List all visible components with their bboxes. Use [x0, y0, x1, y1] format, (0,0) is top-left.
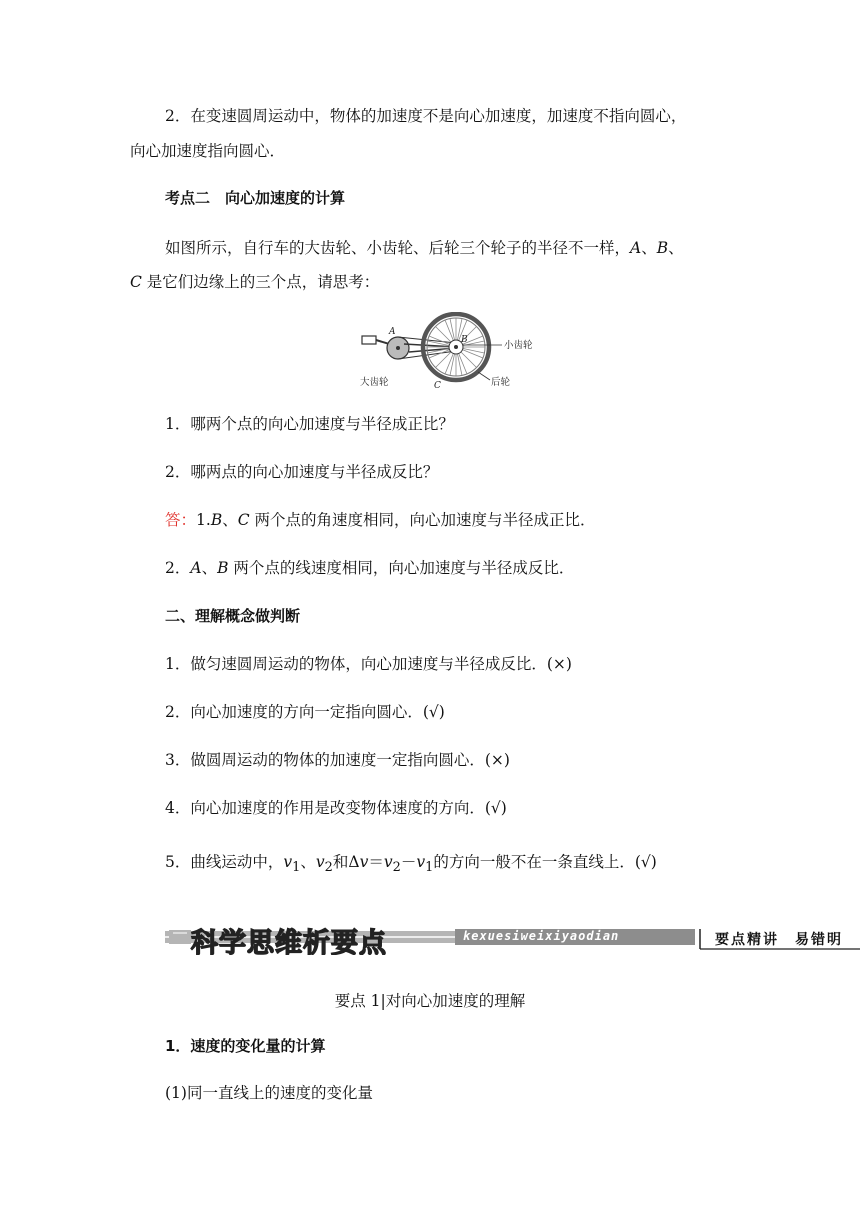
point-c: C [130, 273, 142, 291]
minus: － [400, 853, 417, 871]
judgement-text: 和Δ [332, 853, 360, 871]
judgement-text: 的方向一般不在一条直线上．(√) [433, 853, 657, 871]
intro-line [130, 272, 379, 292]
separator: 、 [641, 239, 657, 257]
answer-num: 1. [196, 511, 211, 529]
figure-label-a: A [389, 327, 396, 337]
intro-line [165, 238, 684, 258]
separator: 、 [222, 511, 238, 529]
leader-rear-wheel [478, 372, 490, 380]
paragraph-line: 2．在变速圆周运动中，物体的加速度不是向心加速度，加速度不指向圆心， [165, 107, 687, 125]
answer-text: 两个点的线速度相同，向心加速度与半径成反比． [228, 559, 575, 577]
section-banner [165, 919, 860, 955]
answer-line-2 [165, 558, 574, 578]
var-v: v [416, 853, 426, 871]
section-heading: 考点二 向心加速度的计算 [165, 189, 346, 207]
figure-label-b: B [461, 335, 468, 345]
big-gear-center [396, 346, 400, 350]
bicycle-gear-figure [360, 312, 550, 394]
point-b: B [656, 239, 669, 257]
var-v: v [315, 853, 325, 871]
answer-line-1 [165, 510, 596, 530]
figure-label-small-gear: 小齿轮 [504, 340, 533, 351]
judgement-2: 2．向心加速度的方向一定指向圆心．(√) [165, 703, 445, 721]
var-v: v [283, 853, 293, 871]
judgement-4: 4．向心加速度的作用是改变物体速度的方向．(√) [165, 799, 507, 817]
point-c: C [237, 511, 250, 529]
figure-label-rear-wheel: 后轮 [491, 377, 511, 388]
section-heading: 二、理解概念做判断 [165, 607, 301, 625]
subscript: 1 [292, 860, 301, 876]
question-1: 1．哪两个点的向心加速度与半径成正比？ [165, 415, 454, 433]
pedal [362, 336, 376, 344]
banner-title: 科学思维析要点 [191, 928, 387, 955]
paragraph-line: 向心加速度指向圆心． [130, 142, 286, 160]
separator: 、 [201, 559, 218, 577]
judgement-text: 5．曲线运动中， [165, 853, 284, 871]
banner-pinyin: kexuesiweixiyaodian [463, 929, 620, 943]
subscript: 2 [392, 860, 401, 876]
point-a: A [630, 239, 642, 257]
keypoint-title: 要点 1|对向心加速度的理解 [334, 992, 526, 1010]
separator: 、 [300, 853, 316, 871]
small-gear-center [454, 345, 458, 349]
answer-prefix: 答： [165, 511, 197, 529]
subscript: 1 [425, 860, 434, 876]
judgement-1: 1．做匀速圆周运动的物体，向心加速度与半径成反比．(×) [165, 655, 572, 673]
judgement-3: 3．做圆周运动的物体的加速度一定指向圆心．(×) [165, 751, 510, 769]
equals: ＝ [368, 853, 384, 871]
var-v: v [383, 853, 393, 871]
answer-text: 两个点的角速度相同，向心加速度与半径成正比． [249, 511, 596, 529]
separator: 、 [668, 239, 684, 257]
figure-label-c: C [434, 381, 441, 391]
intro-text: 如图所示，自行车的大齿轮、小齿轮、后轮三个轮子的半径不一样， [165, 239, 631, 257]
point-b: B [210, 511, 223, 529]
var-v: v [359, 853, 369, 871]
question-2: 2．哪两点的向心加速度与半径成反比？ [165, 463, 439, 481]
judgement-5 [165, 852, 657, 878]
banner-right-text: 要点精讲 易错明 [715, 932, 843, 948]
subheading-item: (1)同一直线上的速度的变化量 [165, 1084, 373, 1102]
point-a: A [190, 559, 202, 577]
figure-label-big-gear: 大齿轮 [360, 377, 389, 388]
point-b: B [217, 559, 229, 577]
subscript: 2 [324, 860, 333, 876]
subheading: 1．速度的变化量的计算 [165, 1037, 326, 1055]
intro-text: 是它们边缘上的三个点，请思考： [141, 273, 380, 291]
answer-num: 2． [165, 559, 191, 577]
